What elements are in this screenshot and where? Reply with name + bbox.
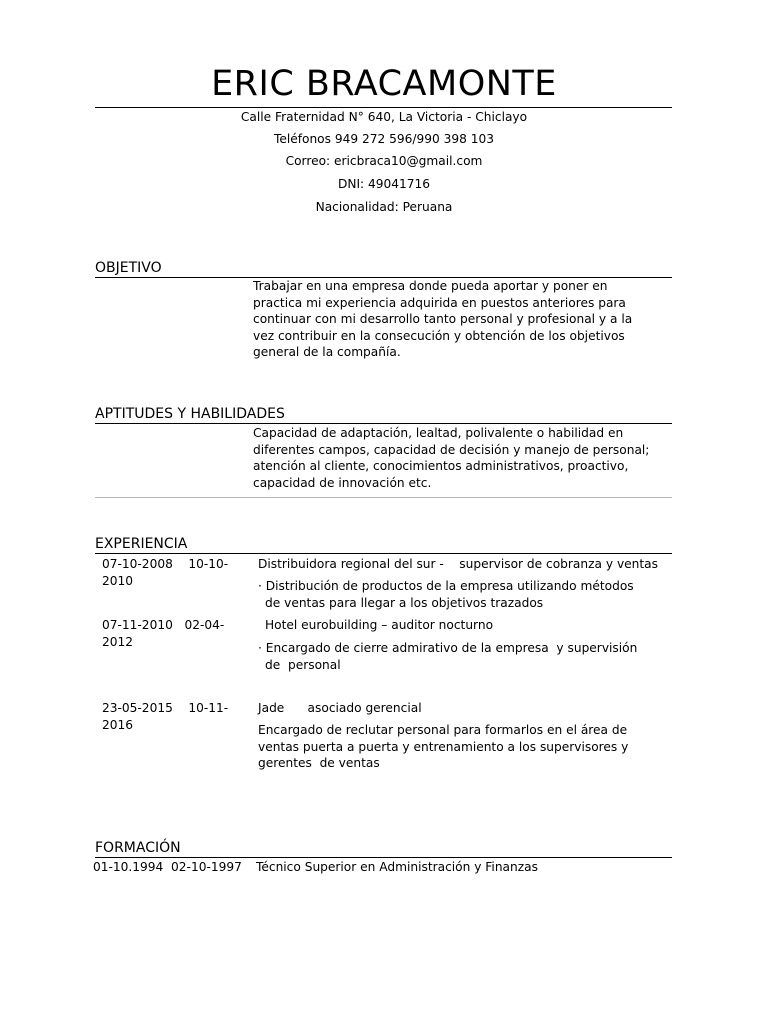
job-title: Hotel eurobuilding – auditor nocturno	[265, 618, 494, 632]
experiencia-divider	[95, 553, 672, 554]
job-dates-line: 07-10-2008 10-10-	[102, 557, 229, 571]
objetivo-line: continuar con mi desarrollo tanto personal y profesional y a la	[253, 312, 633, 326]
aptitudes-bottom-divider	[95, 497, 672, 498]
job-desc-line: de personal	[265, 657, 341, 672]
objetivo-line: Trabajar en una empresa donde pueda aportar y poner en	[253, 279, 608, 293]
job-description	[258, 640, 637, 673]
address: Calle Fraternidad N° 640, La Victoria - Chiclayo	[240, 110, 528, 124]
aptitudes-text	[253, 425, 649, 491]
section-heading-formacion: FORMACIÓN	[95, 840, 181, 856]
aptitudes-line: diferentes campos, capacidad de decisión y manejo de personal;	[253, 442, 650, 457]
job-desc-line: de ventas para llegar a los objetivos trazados	[265, 595, 544, 610]
job-dates	[102, 700, 228, 733]
job-desc-line: · Encargado de cierre admirativo de la empresa y supervisión	[258, 641, 638, 655]
section-heading-experiencia: EXPERIENCIA	[95, 536, 188, 552]
job-desc-line: Encargado de reclutar personal para formarlos en el área de	[258, 723, 628, 737]
candidate-name: ERIC BRACAMONTE	[211, 64, 557, 104]
objetivo-line: general de la compañía.	[253, 345, 401, 359]
dni: DNI: 49041716	[337, 177, 431, 191]
section-heading-aptitudes: APTITUDES Y HABILIDADES	[95, 406, 285, 422]
job-desc-line: ventas puerta a puerta y entrenamiento a los supervisores y	[258, 739, 629, 754]
email: Correo: ericbraca10@gmail.com	[285, 154, 483, 168]
formacion-degree: Técnico Superior en Administración y Finanzas	[256, 860, 538, 874]
job-dates-line: 2010	[102, 573, 134, 588]
job-description	[258, 578, 634, 611]
job-dates-line: 23-05-2015 10-11-	[102, 701, 229, 715]
job-dates-line: 2012	[102, 634, 134, 649]
job-description	[258, 722, 628, 772]
job-dates-line: 07-11-2010 02-04-	[102, 618, 225, 632]
job-title: Distribuidora regional del sur - supervisor de cobranza y ventas	[258, 557, 658, 571]
aptitudes-line: capacidad de innovación etc.	[253, 475, 432, 490]
objetivo-line: vez contribuir en la consecución y obtención de los objetivos	[253, 328, 625, 343]
job-desc-line: gerentes de ventas	[258, 756, 380, 770]
section-heading-objetivo: OBJETIVO	[95, 260, 162, 276]
objetivo-line: practica mi experiencia adquirida en puestos anteriores para	[253, 295, 626, 310]
nationality: Nacionalidad: Peruana	[315, 200, 453, 214]
job-dates	[102, 617, 224, 650]
job-dates	[102, 556, 228, 589]
aptitudes-line: Capacidad de adaptación, lealtad, polivalente o habilidad en	[253, 426, 624, 440]
aptitudes-line: atención al cliente, conocimientos administrativos, proactivo,	[253, 459, 629, 473]
job-dates-line: 2016	[102, 717, 134, 732]
phones: Teléfonos 949 272 596/990 398 103	[273, 132, 495, 146]
objetivo-text	[253, 278, 632, 361]
job-title: Jade asociado gerencial	[258, 701, 422, 715]
job-desc-line: · Distribución de productos de la empresa utilizando métodos	[258, 579, 634, 593]
formacion-dates: 01-10.1994 02-10-1997	[93, 860, 242, 874]
